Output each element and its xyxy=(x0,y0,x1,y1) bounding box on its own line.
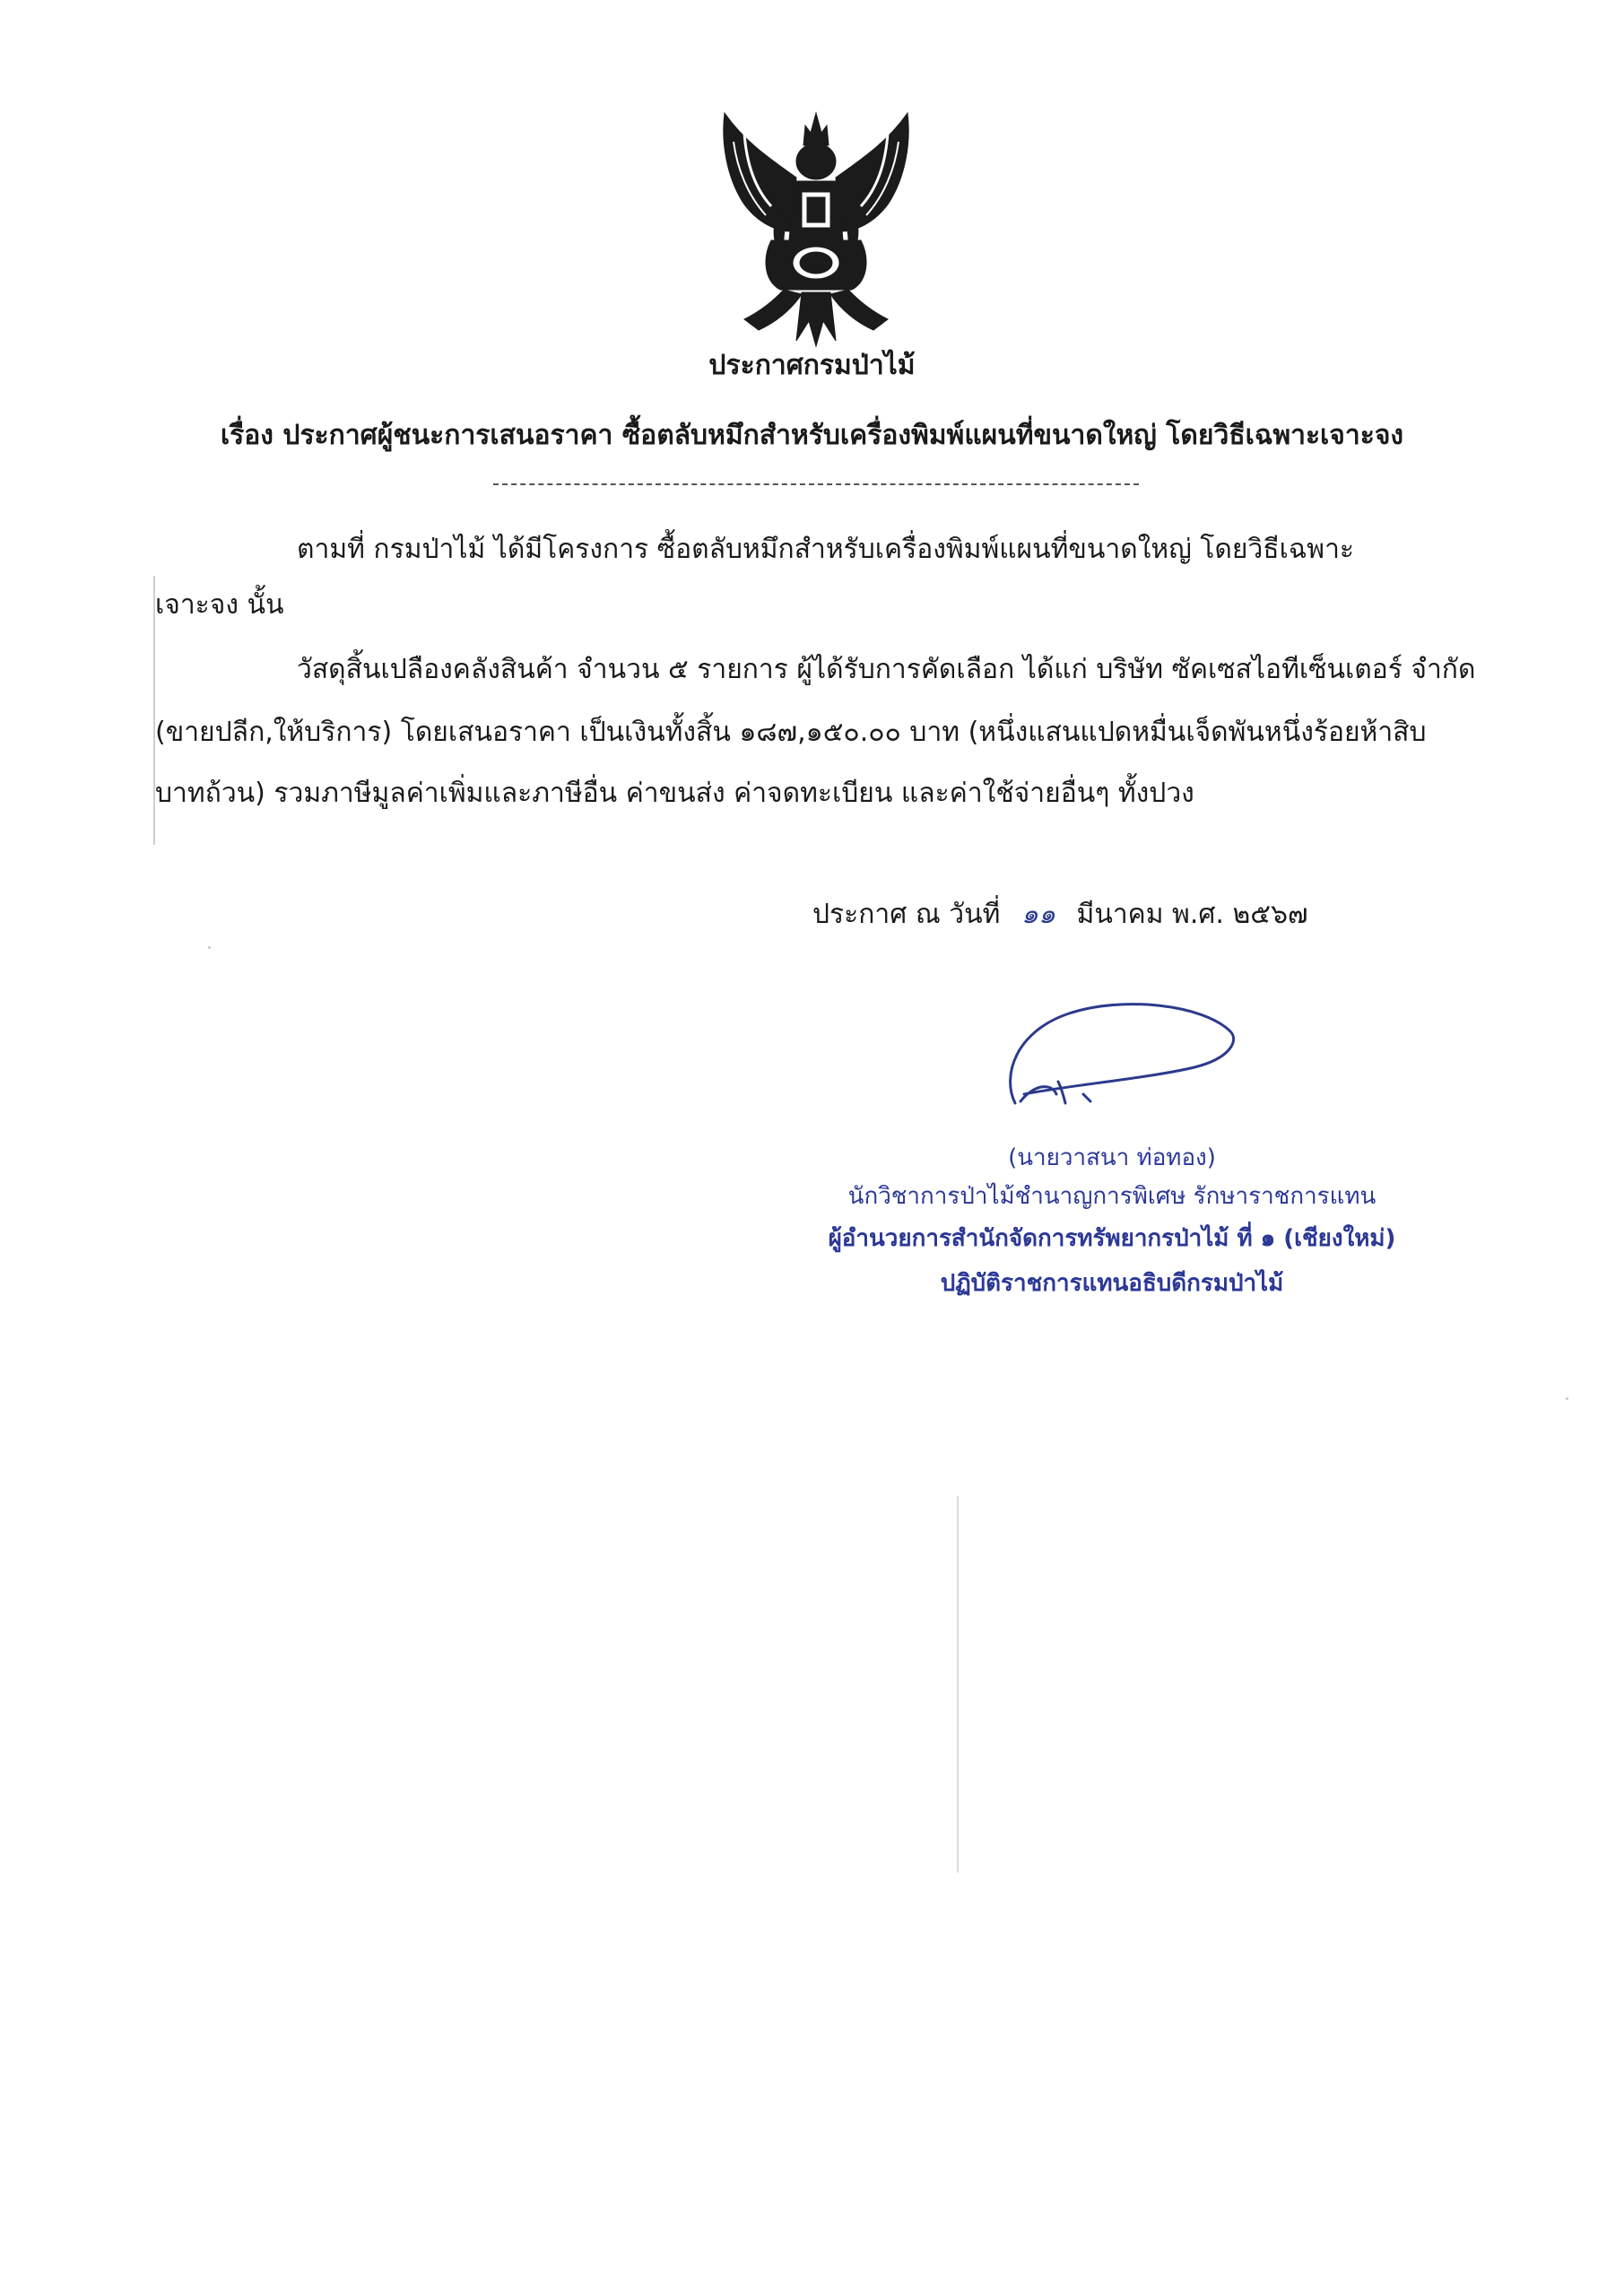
signatory-name: (นายวาสนา ท่อทอง) xyxy=(1008,1144,1216,1171)
body-line: บาทถ้วน) รวมภาษีมูลค่าเพิ่มและภาษีอื่น ค่าขนส่ง ค่าจดทะเบียน และค่าใช้จ่ายอื่นๆ ทั้งปวง xyxy=(155,778,1194,809)
body-line: วัสดุสิ้นเปลืองคลังสินค้า จำนวน ๕ รายการ ผู้ได้รับการคัดเลือก ได้แก่ บริษัท ซัคเซสไอทีเซ็นเตอร์ จำกัด xyxy=(297,654,1476,685)
signatory-authority: ปฏิบัติราชการแทนอธิบดีกรมป่าไม้ xyxy=(940,1270,1284,1297)
announcement-date xyxy=(812,897,1308,933)
page-title: ประกาศกรมป่าไม้ xyxy=(708,350,916,381)
dashed-divider xyxy=(493,483,1139,485)
scan-speck xyxy=(208,946,211,949)
body-line: (ขายปลีก,ให้บริการ) โดยเสนอราคา เป็นเงินทั้งสิ้น ๑๘๗,๑๕๐.๐๐ บาท (หนึ่งแสนแปดหมื่นเจ็ดพันหนึ่งร้อยห้าสิบ xyxy=(155,717,1427,748)
scan-artifact xyxy=(957,1496,959,1873)
document-subject: เรื่อง ประกาศผู้ชนะการเสนอราคา ซื้อตลับหมึกสำหรับเครื่องพิมพ์แผนที่ขนาดใหญ่ โดยวิธีเฉพาะเจาะจง xyxy=(220,420,1404,451)
garuda-emblem-icon xyxy=(708,106,924,348)
scan-artifact xyxy=(153,576,155,845)
scan-speck xyxy=(1566,1397,1568,1400)
body-line: เจาะจง นั้น xyxy=(155,589,284,621)
signatory-office: ผู้อำนวยการสำนักจัดการทรัพยากรป่าไม้ ที่ ๑ (เชียงใหม่) xyxy=(828,1225,1396,1252)
date-day: ๑๑ xyxy=(1020,899,1055,930)
signature-icon xyxy=(997,996,1257,1130)
date-prefix: ประกาศ ณ วันที่ xyxy=(812,899,1001,930)
signatory-position: นักวิชาการป่าไม้ชำนาญการพิเศษ รักษาราชการแทน xyxy=(847,1183,1376,1210)
date-suffix: มีนาคม พ.ศ. ๒๕๖๗ xyxy=(1076,899,1308,930)
body-line: ตามที่ กรมป่าไม้ ได้มีโครงการ ซื้อตลับหมึกสำหรับเครื่องพิมพ์แผนที่ขนาดใหญ่ โดยวิธีเฉพาะ xyxy=(297,534,1355,565)
